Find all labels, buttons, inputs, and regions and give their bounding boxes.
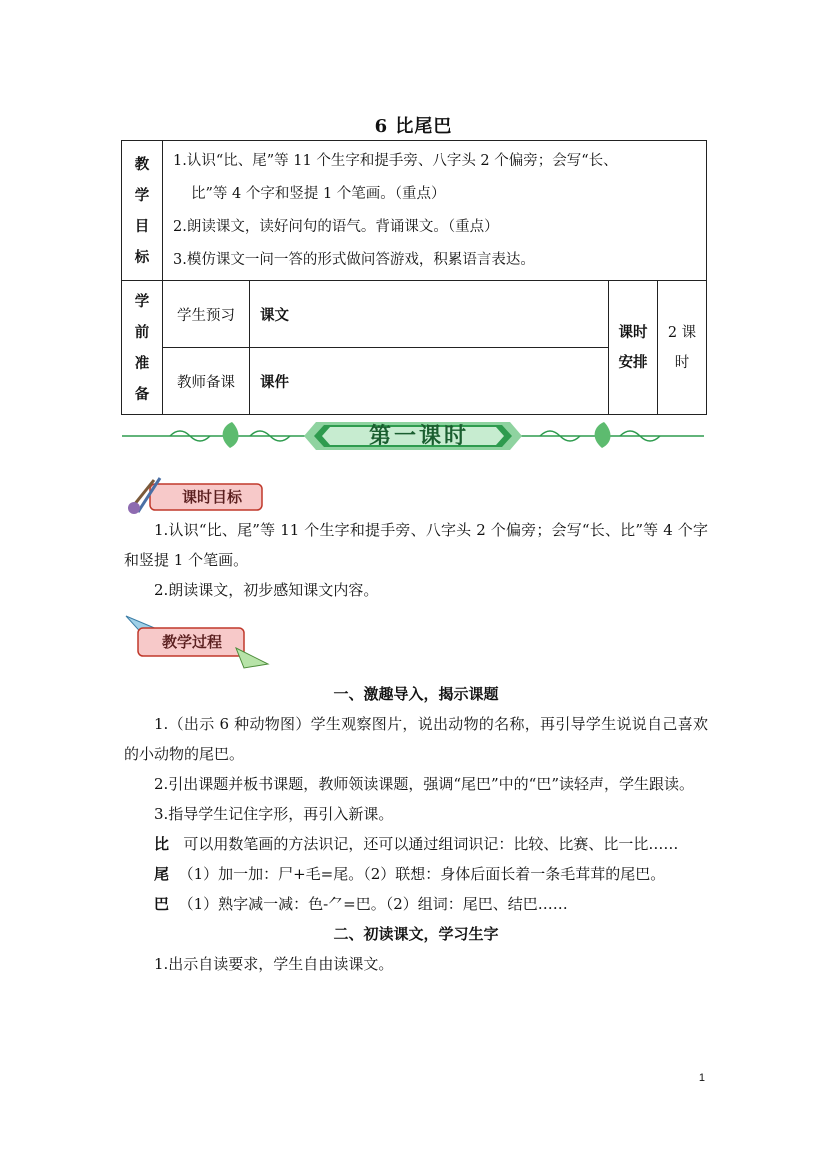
schedule-label-line: 课时 (618, 323, 648, 341)
char-note (124, 859, 708, 889)
page-title: 6 比尾巴 (374, 116, 453, 137)
goals-row (122, 141, 707, 281)
prep-label-char: 备 (134, 385, 150, 403)
paragraph: 1.（出示 6 种动物图）学生观察图片，说出动物的名称，再引导学生说说自己喜欢的小动物的尾巴。 (124, 715, 708, 763)
lesson-goal-item: 1.认识“比、尾”等 11 个生字和提手旁、八字头 2 个偏旁；会写“长、比”等 4 个字和竖提 1 个笔画。 (124, 521, 708, 569)
lesson-goal-item: 2.朗读课文，初步感知课文内容。 (154, 581, 379, 599)
goal-item: 比”等 4 个字和竖提 1 个笔画。（重点） (191, 186, 446, 202)
schedule-value-line: 时 (674, 354, 690, 371)
char-note-text: （1）加一加：尸+毛=尾。（2）联想：身体后面长着一条毛茸茸的尾巴。 (178, 865, 666, 883)
paragraph: 2.引出课题并板书课题，教师领读课题，强调“尾巴”中的“巴”读轻声，学生跟读。 (154, 775, 694, 793)
goal-label-char: 标 (134, 248, 150, 266)
lesson-goals (124, 515, 708, 605)
schedule-label-line: 安排 (618, 353, 648, 371)
lesson-goal-tag-text: 课时目标 (181, 488, 242, 506)
section-heading: 二、初读课文，学习生字 (333, 925, 499, 943)
goal-item: 2.朗读课文，读好问句的语气。背诵课文。（重点） (173, 219, 499, 235)
teacher-prep-label: 教师备课 (163, 348, 250, 415)
student-prep-value: 课文 (250, 281, 609, 348)
teaching-process-tag (124, 612, 270, 672)
goal-list (163, 141, 707, 281)
page-number: 1 (698, 1072, 705, 1084)
prep-label-char: 前 (134, 323, 150, 341)
prep-row-student (122, 281, 707, 348)
goal-label-char: 学 (134, 186, 150, 204)
char-label: 巴 (154, 895, 170, 913)
lesson-banner (120, 416, 706, 456)
prep-label-char: 学 (134, 292, 150, 310)
lesson-plan-table (121, 140, 707, 415)
teaching-process-tag-text: 教学过程 (161, 633, 222, 651)
prep-label-char: 准 (134, 354, 150, 372)
prep-label (122, 281, 163, 415)
teacher-prep-value: 课件 (250, 348, 609, 415)
goal-item: 1.认识“比、尾”等 11 个生字和提手旁、八字头 2 个偏旁；会写“长、 (173, 153, 618, 169)
teaching-process (124, 679, 708, 979)
schedule-value-line: 2 课 (667, 324, 697, 341)
banner-text: 第一课时 (368, 423, 469, 449)
goal-label (122, 141, 163, 281)
char-note-text: 可以用数笔画的方法识记，还可以通过组词识记：比较、比赛、比一比…… (183, 835, 679, 853)
lesson-goal-tag (124, 476, 266, 516)
char-label: 尾 (154, 865, 170, 883)
schedule-value (658, 281, 707, 415)
char-label: 比 (154, 835, 170, 853)
paragraph: 1.出示自读要求，学生自由读课文。 (154, 955, 394, 973)
goal-item: 3.模仿课文一问一答的形式做问答游戏，积累语言表达。 (173, 252, 535, 268)
char-note (124, 889, 708, 919)
char-note-text: （1）熟字减一减：色-⺈=巴。（2）组词：尾巴、结巴…… (178, 895, 568, 913)
goal-label-char: 教 (134, 155, 150, 173)
goal-label-char: 目 (134, 217, 150, 235)
paragraph: 3.指导学生记住字形，再引入新课。 (154, 805, 394, 823)
schedule-label (609, 281, 658, 415)
student-prep-label: 学生预习 (163, 281, 250, 348)
char-note (124, 829, 708, 859)
section-heading: 一、激趣导入，揭示课题 (333, 685, 499, 703)
